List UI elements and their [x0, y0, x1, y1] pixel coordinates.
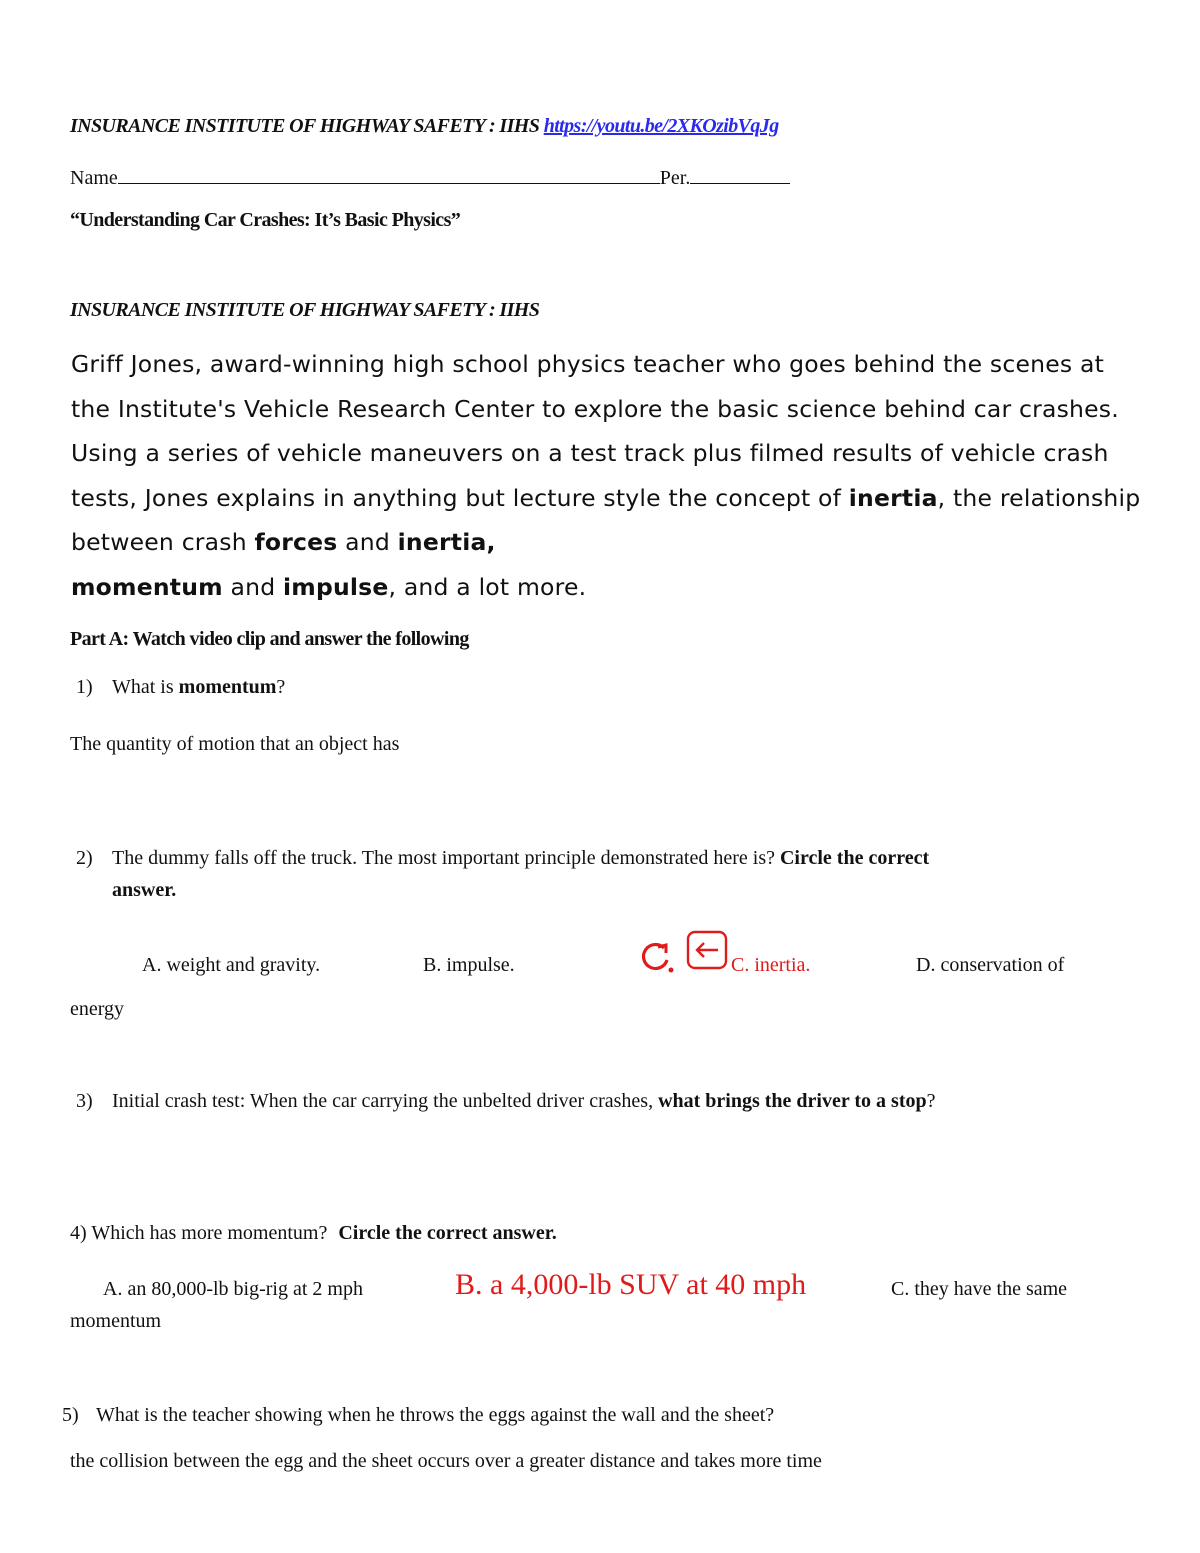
option-4c-cont: momentum	[70, 1310, 162, 1332]
circular-arrow-icon	[636, 940, 674, 976]
period-field[interactable]	[690, 163, 790, 184]
left-arrow-box-icon	[686, 930, 730, 972]
name-per-line	[70, 163, 790, 190]
term-inertia: inertia,	[397, 528, 496, 557]
question-number: 1)	[76, 676, 93, 698]
option-2b[interactable]: B. impulse.	[423, 954, 515, 976]
question-number: 2)	[76, 847, 93, 869]
question-text: ?	[926, 1090, 936, 1112]
intro-text: and	[337, 528, 398, 557]
option-4b[interactable]: B. a 4,000-lb SUV at 40 mph	[455, 1268, 807, 1301]
option-2a[interactable]: A. weight and gravity.	[142, 954, 321, 976]
option-2d[interactable]: D. conservation of	[916, 954, 1065, 976]
question-text: Initial crash test: When the car carrying the unbelted driver crashes,	[112, 1090, 659, 1112]
question-text: What is the teacher showing when he throws the eggs against the wall and the sheet?	[96, 1404, 775, 1426]
question-text: What is	[112, 676, 179, 698]
video-link[interactable]: https://youtu.be/2XKOzibVqJg	[543, 115, 779, 137]
name-label: Name	[70, 167, 118, 189]
header-title: INSURANCE INSTITUTE OF HIGHWAY SAFETY : IIHS	[70, 115, 540, 137]
intro-text: , and a lot more.	[388, 572, 587, 601]
question-5	[62, 1404, 774, 1427]
question-keyword: what brings the driver to a stop	[658, 1090, 927, 1112]
question-instruction: Circle the correct	[779, 847, 930, 869]
intro-paragraph	[71, 342, 1141, 610]
question-text: Which has more momentum?	[91, 1222, 328, 1244]
part-a-heading: Part A: Watch video clip and answer the following	[70, 628, 469, 650]
term-inertia: inertia	[848, 483, 938, 512]
name-field[interactable]	[118, 163, 660, 184]
intro-text: Griff Jones, award-winning high school physics teacher who goes behind the scenes at the Institute's Vehicle Research Center to explore the basic science behind car crashes. Using a series of vehicle maneuvers on a test track plus filmed results of vehicle crash tests, Jones explains in anything but lecture style the concept of	[71, 350, 1119, 512]
question-2	[76, 847, 929, 870]
question-keyword: momentum	[178, 676, 277, 698]
option-4c[interactable]: C. they have the same	[891, 1278, 1068, 1300]
question-number: 3)	[76, 1090, 93, 1112]
question-number: 5)	[62, 1404, 79, 1426]
question-text: The dummy falls off the truck. The most important principle demonstrated here is?	[112, 847, 780, 869]
option-4a[interactable]: A. an 80,000-lb big-rig at 2 mph	[103, 1278, 363, 1300]
term-forces: forces	[254, 528, 338, 557]
intro-text: , the relationship between crash	[71, 483, 1141, 557]
question-4	[70, 1222, 557, 1245]
question-3	[76, 1090, 936, 1113]
option-2c[interactable]: C. inertia.	[731, 954, 811, 976]
question-text: ?	[276, 676, 286, 698]
question-instruction-cont: answer.	[112, 879, 177, 901]
intro-text: and	[222, 572, 283, 601]
answer-5: the collision between the egg and the sheet occurs over a greater distance and takes more time	[70, 1450, 822, 1472]
subtitle: “Understanding Car Crashes: It’s Basic Physics”	[70, 209, 461, 231]
question-instruction: Circle the correct answer.	[338, 1222, 557, 1244]
term-momentum: momentum	[71, 572, 223, 601]
header-line	[70, 115, 779, 138]
question-number: 4)	[70, 1222, 87, 1244]
answer-1: The quantity of motion that an object has	[70, 733, 400, 755]
question-1	[76, 676, 285, 699]
option-2d-cont: energy	[70, 998, 125, 1020]
term-impulse: impulse	[283, 572, 389, 601]
per-label: Per.	[659, 167, 691, 189]
intro-heading: INSURANCE INSTITUTE OF HIGHWAY SAFETY : IIHS	[70, 299, 540, 321]
